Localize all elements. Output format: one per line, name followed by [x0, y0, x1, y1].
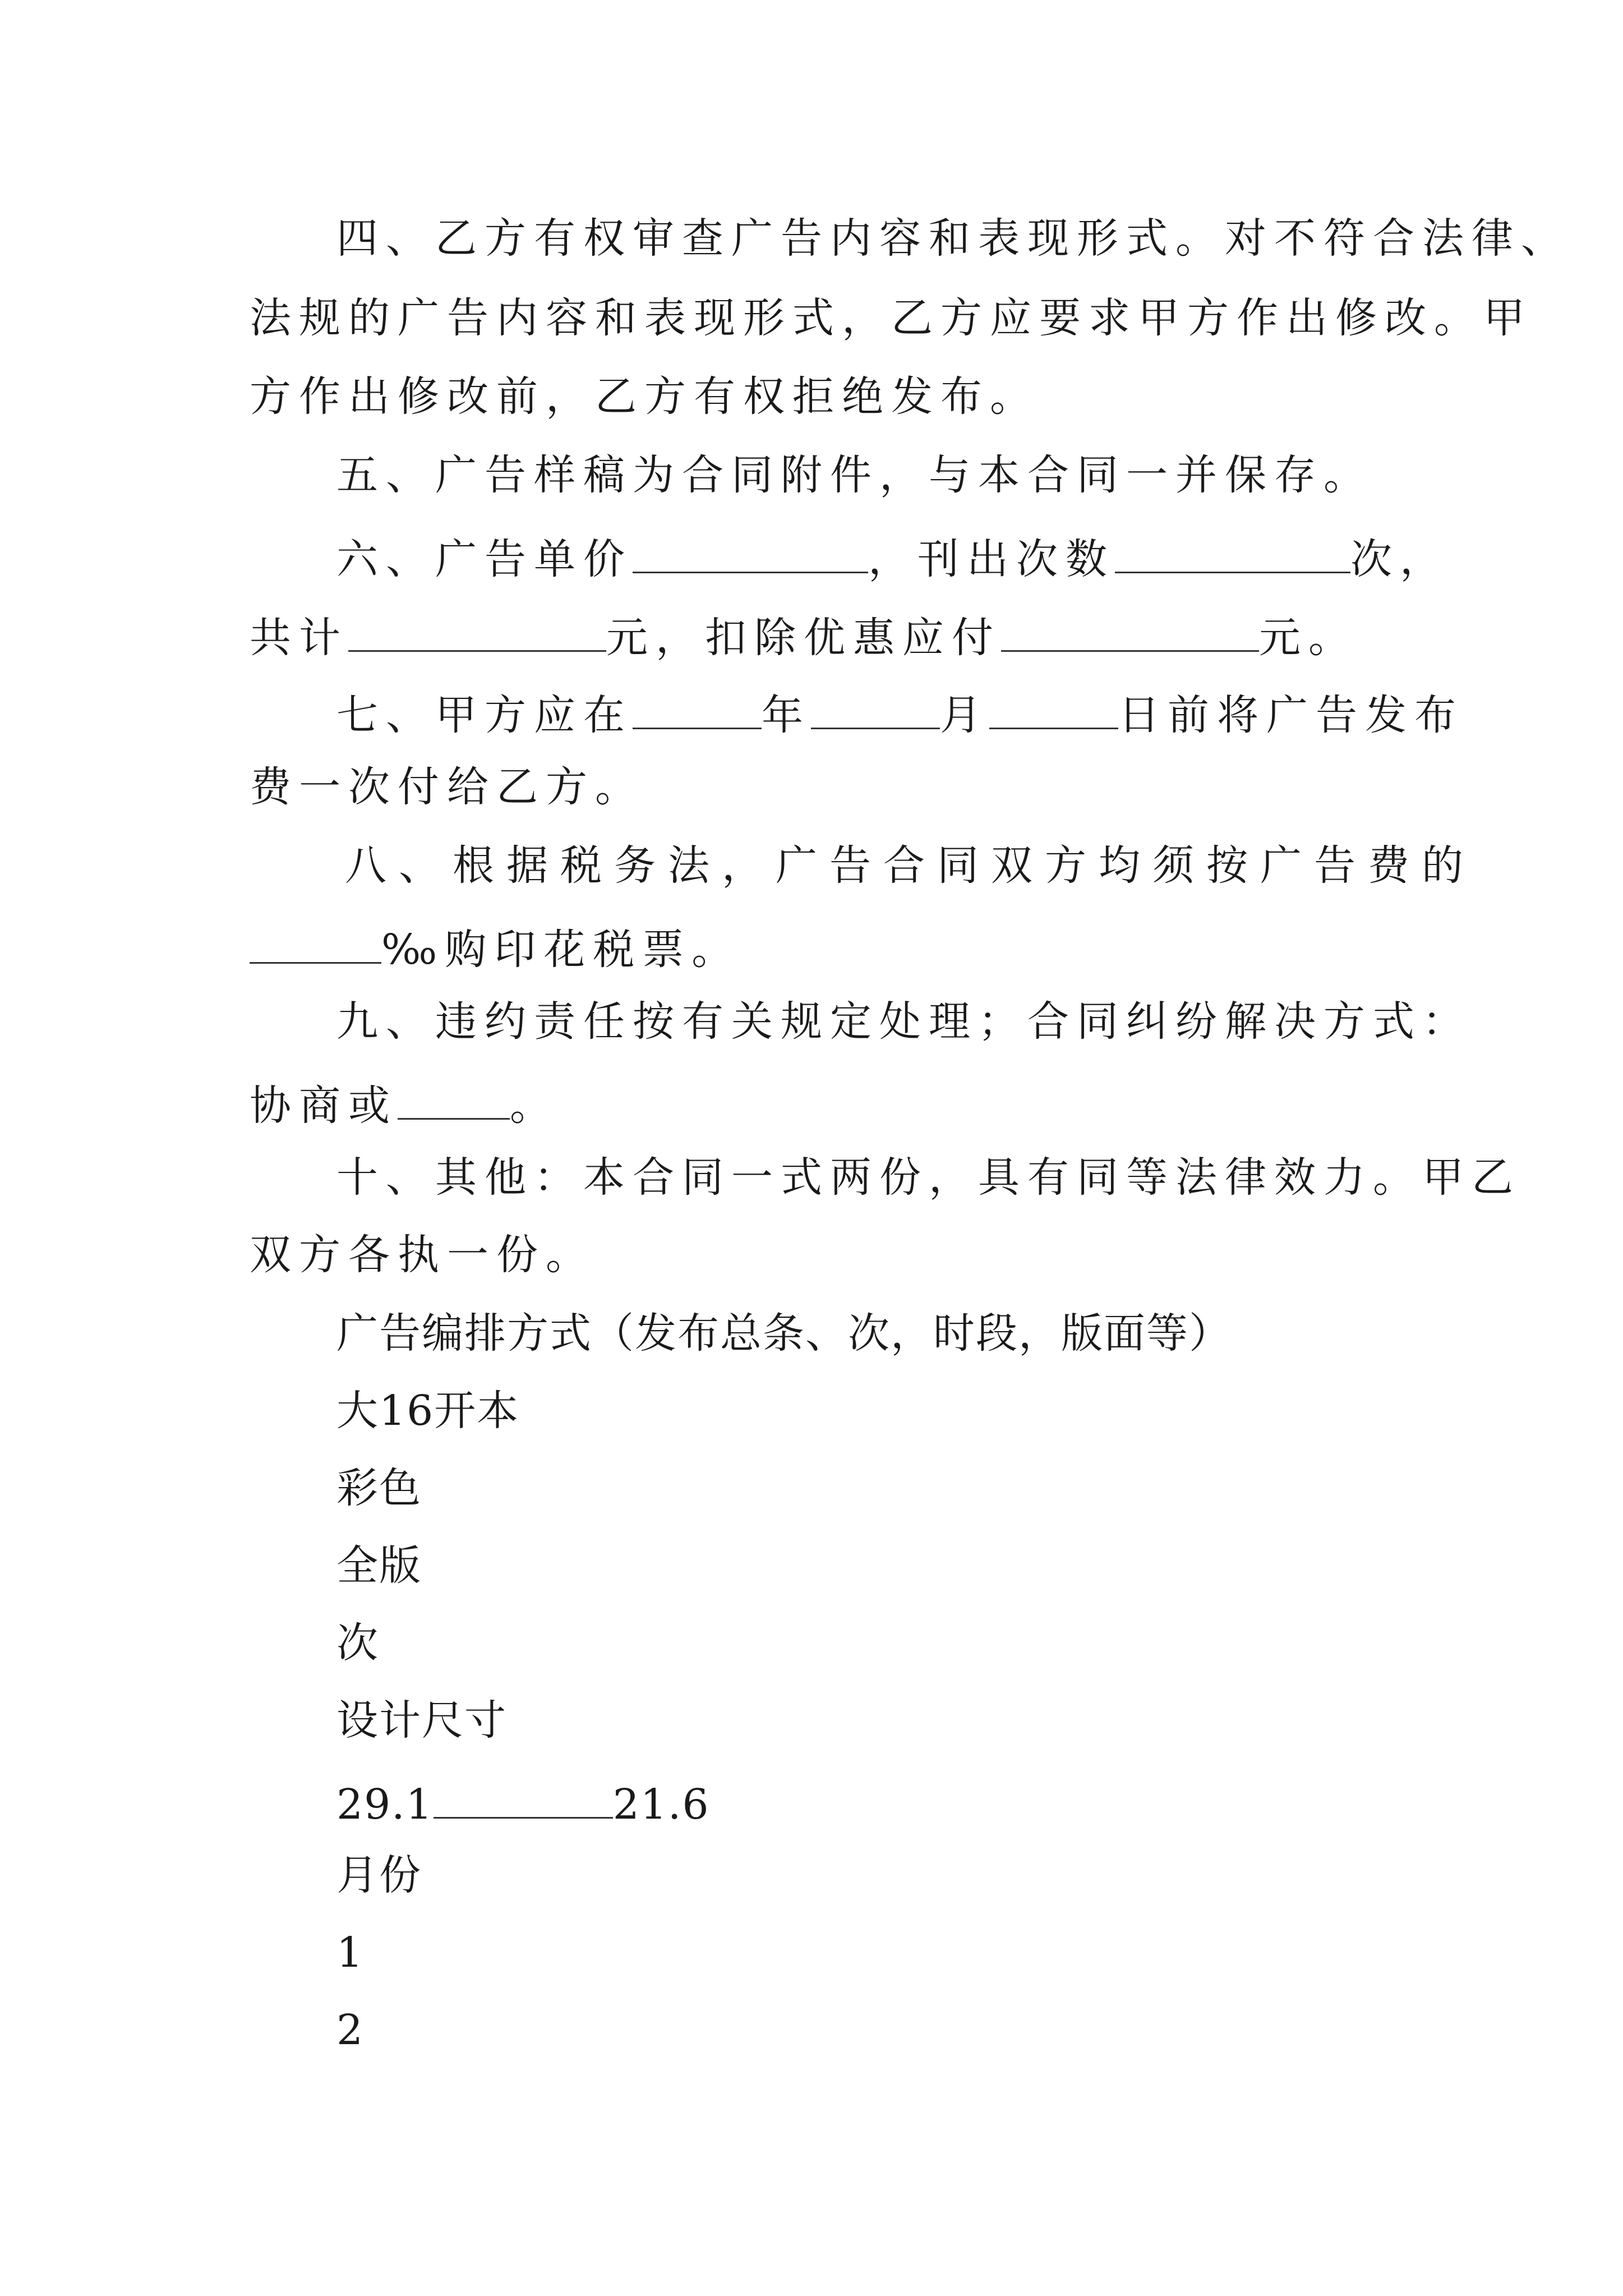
clause-10-line-1: 十、其他：本合同一式两份，具有同等法律效力。甲乙 [336, 1153, 1521, 1202]
clause-7-month-label: 月 [940, 691, 989, 739]
unit-price-blank [633, 532, 868, 573]
size-separator-blank [434, 1777, 613, 1819]
dispute-method-blank [398, 1078, 510, 1120]
clause-6-times-label: 次， [1350, 535, 1449, 583]
day-blank [989, 688, 1118, 729]
clause-7-prefix: 七、甲方应在 [336, 691, 633, 739]
payable-amount-blank [1001, 610, 1259, 652]
schedule-format: 大16开本 [336, 1387, 520, 1435]
clause-6-line-2 [250, 610, 1358, 662]
clause-8-line-2 [250, 922, 741, 974]
total-amount-blank [348, 610, 606, 652]
month-blank [811, 688, 940, 729]
clause-5-line-1: 五、广告样稿为合同附件，与本合同一并保存。 [336, 451, 1373, 499]
clause-7-line-1 [336, 688, 1464, 739]
clause-4-line-3: 方作出修改前，乙方有权拒绝发布。 [250, 372, 1039, 421]
schedule-month-label: 月份 [336, 1851, 422, 1899]
clause-9-line-1: 九、违约责任按有关规定处理；合同纠纷解决方式： [336, 997, 1472, 1046]
clause-6-yuan-end: 元。 [1259, 614, 1358, 662]
clause-6-line-1 [336, 532, 1449, 583]
schedule-times: 次 [336, 1619, 379, 1667]
clause-7-suffix: 日前将广告发布 [1118, 691, 1464, 739]
schedule-heading: 广告编排方式（发布总条、次，时段，版面等） [336, 1309, 1232, 1358]
clause-6-total-label: 共计 [250, 614, 348, 662]
clause-4-line-2: 法规的广告内容和表现形式，乙方应要求甲方作出修改。甲 [250, 294, 1533, 342]
schedule-size-label: 设计尺寸 [336, 1696, 507, 1745]
schedule-month-2: 2 [336, 2006, 365, 2054]
schedule-color: 彩色 [336, 1464, 422, 1512]
clause-6-discount-label: 元，扣除优惠应付 [606, 614, 1001, 662]
clause-9-end: 。 [510, 1082, 559, 1130]
schedule-layout: 全版 [336, 1542, 422, 1590]
schedule-month-1: 1 [336, 1929, 365, 1977]
year-blank [633, 688, 762, 729]
clause-4-line-1: 四、乙方有权审查广告内容和表现形式。对不符合法律、 [336, 214, 1570, 263]
stamp-tax-rate-blank [250, 922, 381, 964]
clause-9-line-2 [250, 1078, 559, 1130]
publish-count-blank [1115, 532, 1350, 573]
clause-6-count-label: ，刊出次数 [868, 535, 1115, 583]
clause-8-stamp-tax-text: ‰购印花税票。 [381, 926, 741, 974]
clause-6-unit-price-label: 六、广告单价 [336, 535, 633, 583]
size-height: 29.1 [336, 1780, 434, 1829]
clause-8-line-1: 八、根据税务法，广告合同双方均须按广告费的 [345, 841, 1476, 890]
clause-9-negotiate-label: 协商或 [250, 1082, 398, 1130]
clause-7-year-label: 年 [762, 691, 811, 739]
schedule-size-values [336, 1777, 710, 1829]
size-width: 21.6 [612, 1780, 710, 1829]
clause-7-line-2: 费一次付给乙方。 [250, 763, 644, 811]
clause-10-line-2: 双方各执一份。 [250, 1231, 595, 1279]
